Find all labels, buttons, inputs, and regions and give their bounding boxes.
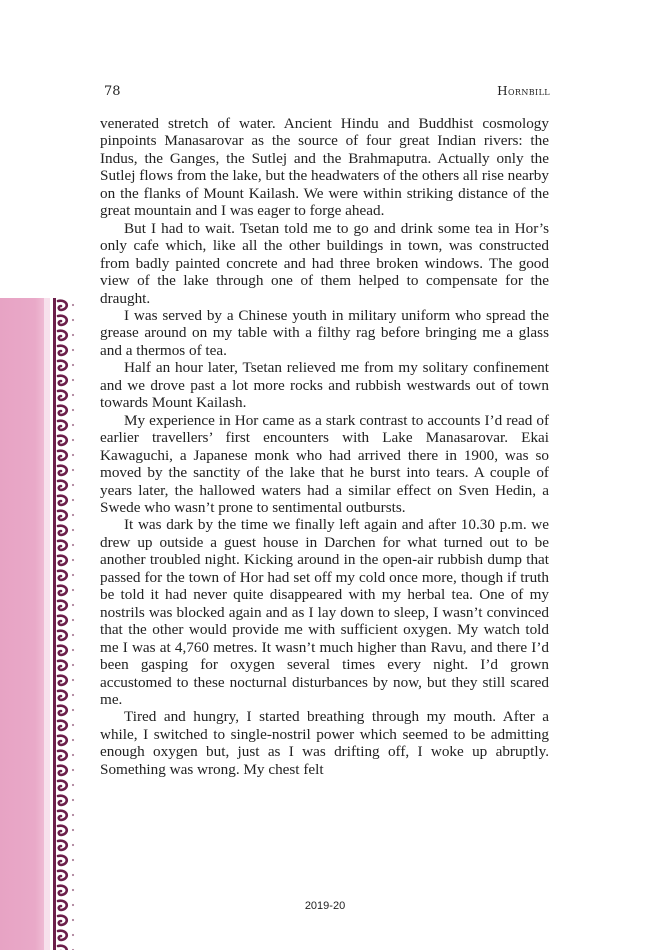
running-head: Hornbill	[497, 84, 550, 98]
decorative-border-strip	[52, 298, 80, 950]
decorative-side-band	[0, 298, 50, 950]
paragraph: Half an hour later, Tsetan relieved me from my solitary confinement and we drove past a lot more rocks and rubbish westwards out of town towards Mount Kailash.	[100, 359, 549, 412]
page-header	[104, 84, 550, 100]
page-footer: 2019-20	[304, 900, 346, 912]
page-number: 78	[104, 84, 121, 99]
paragraph: It was dark by the time we finally left again and after 10.30 p.m. we drew up outside a guest house in Darchen for what turned out to be another troubled night. Kicking around in the open-air rubbish dump that passed for the town of Hor had set off my cold once more, though if truth be told it had never quite disappeared with my herbal tea. One of my nostrils was blocked again and as I lay down to sleep, I wasn’t convinced that the other would provide me with sufficient oxygen. My watch told me I was at 4,760 metres. It wasn’t much higher than Ravu, and there I’d been gasping for oxygen several times every night. I’d grown accustomed to these nocturnal disturbances by now, but they still scared me.	[100, 516, 549, 708]
paragraph: But I had to wait. Tsetan told me to go and drink some tea in Hor’s only cafe which, like all the other buildings in town, was constructed from badly painted concrete and had three broken windows. The good view of the lake through one of them helped to compensate for the draught.	[100, 219, 549, 307]
border-motif-pattern	[52, 298, 80, 950]
paragraph: venerated stretch of water. Ancient Hindu and Buddhist cosmology pinpoints Manasarovar as the source of four great Indian rivers: the Indus, the Ganges, the Sutlej and the Brahmaputra. Actually only the Sutlej flows from the lake, but the headwaters of the others all rise nearby on the flanks of Mount Kailash. We were within striking distance of the great mountain and I was eager to forge ahead.	[100, 115, 549, 220]
paragraph: Tired and hungry, I started breathing through my mouth. After a while, I switched to single-nostril power which seemed to be admitting enough oxygen but, just as I was drifting off, I woke up abruptly. Something was wrong. My chest felt	[100, 708, 549, 778]
paragraph: My experience in Hor came as a stark contrast to accounts I’d read of earlier travellers’ first encounters with Lake Manasarovar. Ekai Kawaguchi, a Japanese monk who had arrived there in 1900, was so moved by the sanctity of the lake that he burst into tears. A couple of years later, the hallowed waters had a similar effect on Sven Hedin, a Swede who wasn’t prone to sentimental outbursts.	[100, 411, 549, 516]
paragraph: I was served by a Chinese youth in military uniform who spread the grease around on my table with a filthy rag before bringing me a glass and a thermos of tea.	[100, 306, 549, 359]
body-text	[100, 115, 549, 778]
